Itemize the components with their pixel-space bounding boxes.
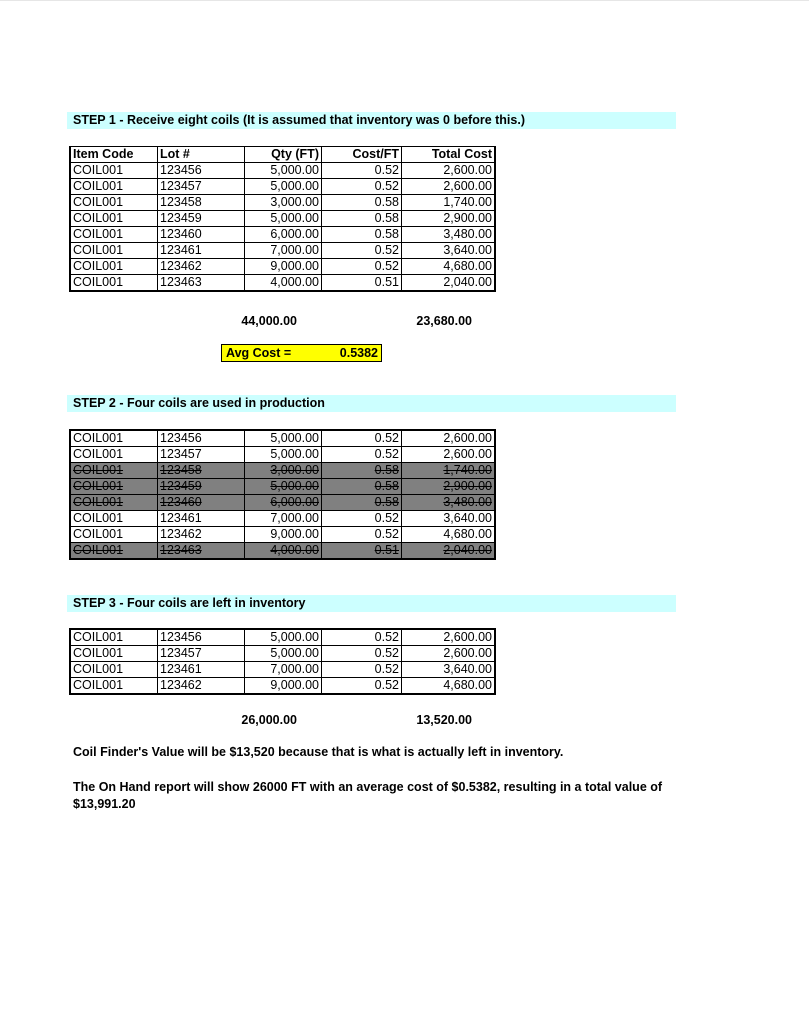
lot-cell: 123456	[158, 629, 245, 646]
total-cost-cell: 2,600.00	[402, 447, 496, 463]
total-cost-cell: 2,600.00	[402, 163, 496, 179]
total-cost-cell: 3,480.00	[402, 227, 496, 243]
qty-cell: 9,000.00	[245, 678, 322, 695]
header-lot: Lot #	[158, 147, 245, 163]
table-row	[70, 511, 495, 527]
table-row	[70, 495, 495, 511]
lot-cell: 123459	[158, 479, 245, 495]
item-code-cell: COIL001	[70, 211, 158, 227]
qty-cell: 4,000.00	[245, 275, 322, 292]
lot-cell: 123456	[158, 163, 245, 179]
total-cost-cell: 1,740.00	[402, 195, 496, 211]
cost-ft-cell: 0.52	[322, 163, 402, 179]
total-cost-cell: 4,680.00	[402, 527, 496, 543]
step1-total-qty: 44,000.00	[241, 314, 297, 328]
qty-cell: 5,000.00	[245, 646, 322, 662]
on-hand-note: The On Hand report will show 26000 FT with an average cost of $0.5382, resulting in a total value of $13,991.20	[73, 780, 663, 811]
item-code-cell: COIL001	[70, 195, 158, 211]
item-code-cell: COIL001	[70, 163, 158, 179]
total-cost-cell: 2,900.00	[402, 211, 496, 227]
table-header-row	[70, 147, 495, 163]
item-code-cell: COIL001	[70, 179, 158, 195]
table-row	[70, 646, 495, 662]
avg-cost-label: Avg Cost =	[226, 346, 292, 360]
total-cost-cell: 2,600.00	[402, 629, 496, 646]
step3-total-cost: 13,520.00	[416, 713, 472, 727]
total-cost-cell: 3,480.00	[402, 495, 496, 511]
item-code-cell: COIL001	[70, 227, 158, 243]
qty-cell: 5,000.00	[245, 179, 322, 195]
item-code-cell: COIL001	[70, 678, 158, 695]
step3-header	[67, 595, 676, 612]
lot-cell: 123461	[158, 662, 245, 678]
header-item-code: Item Code	[70, 147, 158, 163]
step2-table	[69, 429, 496, 560]
table-row	[70, 447, 495, 463]
qty-cell: 9,000.00	[245, 527, 322, 543]
header-total-cost: Total Cost	[402, 147, 496, 163]
table-row	[70, 527, 495, 543]
qty-cell: 5,000.00	[245, 479, 322, 495]
cost-ft-cell: 0.52	[322, 259, 402, 275]
qty-cell: 6,000.00	[245, 227, 322, 243]
qty-cell: 9,000.00	[245, 259, 322, 275]
total-cost-cell: 4,680.00	[402, 259, 496, 275]
cost-ft-cell: 0.52	[322, 662, 402, 678]
qty-cell: 7,000.00	[245, 662, 322, 678]
total-cost-cell: 3,640.00	[402, 243, 496, 259]
table-row	[70, 163, 495, 179]
total-cost-cell: 3,640.00	[402, 662, 496, 678]
coil-finder-note: Coil Finder's Value will be $13,520 because that is what is actually left in inventory.	[73, 745, 564, 759]
cost-ft-cell: 0.52	[322, 527, 402, 543]
qty-cell: 5,000.00	[245, 163, 322, 179]
table-row	[70, 179, 495, 195]
table-row	[70, 479, 495, 495]
lot-cell: 123459	[158, 211, 245, 227]
qty-cell: 7,000.00	[245, 243, 322, 259]
qty-cell: 7,000.00	[245, 511, 322, 527]
item-code-cell: COIL001	[70, 430, 158, 447]
lot-cell: 123463	[158, 275, 245, 292]
lot-cell: 123463	[158, 543, 245, 560]
cost-ft-cell: 0.51	[322, 543, 402, 560]
total-cost-cell: 2,600.00	[402, 430, 496, 447]
cost-ft-cell: 0.58	[322, 227, 402, 243]
item-code-cell: COIL001	[70, 463, 158, 479]
cost-ft-cell: 0.58	[322, 195, 402, 211]
step3-total-qty: 26,000.00	[241, 713, 297, 727]
total-cost-cell: 2,040.00	[402, 275, 496, 292]
table-row	[70, 195, 495, 211]
avg-cost-value: 0.5382	[339, 346, 378, 360]
lot-cell: 123457	[158, 179, 245, 195]
qty-cell: 5,000.00	[245, 430, 322, 447]
cost-ft-cell: 0.52	[322, 430, 402, 447]
item-code-cell: COIL001	[70, 447, 158, 463]
cost-ft-cell: 0.52	[322, 678, 402, 695]
step1-title: STEP 1 - Receive eight coils (It is assumed that inventory was 0 before this.)	[73, 113, 525, 127]
lot-cell: 123457	[158, 447, 245, 463]
lot-cell: 123458	[158, 463, 245, 479]
total-cost-cell: 4,680.00	[402, 678, 496, 695]
table-row	[70, 463, 495, 479]
item-code-cell: COIL001	[70, 646, 158, 662]
item-code-cell: COIL001	[70, 511, 158, 527]
header-cost-ft: Cost/FT	[322, 147, 402, 163]
qty-cell: 3,000.00	[245, 195, 322, 211]
table-row	[70, 259, 495, 275]
lot-cell: 123458	[158, 195, 245, 211]
item-code-cell: COIL001	[70, 259, 158, 275]
lot-cell: 123461	[158, 243, 245, 259]
item-code-cell: COIL001	[70, 275, 158, 292]
lot-cell: 123457	[158, 646, 245, 662]
step3-table	[69, 628, 496, 695]
table-row	[70, 243, 495, 259]
item-code-cell: COIL001	[70, 543, 158, 560]
cost-ft-cell: 0.52	[322, 646, 402, 662]
total-cost-cell: 2,040.00	[402, 543, 496, 560]
step3-title: STEP 3 - Four coils are left in inventory	[73, 596, 306, 610]
table-row	[70, 543, 495, 560]
item-code-cell: COIL001	[70, 479, 158, 495]
qty-cell: 5,000.00	[245, 629, 322, 646]
step1-header	[67, 112, 676, 129]
step2-title: STEP 2 - Four coils are used in production	[73, 396, 325, 410]
cost-ft-cell: 0.58	[322, 463, 402, 479]
item-code-cell: COIL001	[70, 243, 158, 259]
lot-cell: 123456	[158, 430, 245, 447]
item-code-cell: COIL001	[70, 662, 158, 678]
qty-cell: 3,000.00	[245, 463, 322, 479]
table-row	[70, 227, 495, 243]
table-row	[70, 662, 495, 678]
item-code-cell: COIL001	[70, 527, 158, 543]
lot-cell: 123460	[158, 495, 245, 511]
item-code-cell: COIL001	[70, 629, 158, 646]
page-top-border	[0, 0, 809, 1]
cost-ft-cell: 0.52	[322, 243, 402, 259]
total-cost-cell: 2,600.00	[402, 179, 496, 195]
total-cost-cell: 3,640.00	[402, 511, 496, 527]
table-row	[70, 629, 495, 646]
avg-cost-box	[221, 344, 382, 362]
step2-header	[67, 395, 676, 412]
header-qty: Qty (FT)	[245, 147, 322, 163]
cost-ft-cell: 0.52	[322, 629, 402, 646]
step1-total-cost: 23,680.00	[416, 314, 472, 328]
total-cost-cell: 2,900.00	[402, 479, 496, 495]
table-row	[70, 430, 495, 447]
qty-cell: 4,000.00	[245, 543, 322, 560]
total-cost-cell: 1,740.00	[402, 463, 496, 479]
table-row	[70, 211, 495, 227]
cost-ft-cell: 0.52	[322, 447, 402, 463]
qty-cell: 5,000.00	[245, 447, 322, 463]
cost-ft-cell: 0.58	[322, 479, 402, 495]
cost-ft-cell: 0.52	[322, 179, 402, 195]
total-cost-cell: 2,600.00	[402, 646, 496, 662]
cost-ft-cell: 0.58	[322, 211, 402, 227]
qty-cell: 6,000.00	[245, 495, 322, 511]
item-code-cell: COIL001	[70, 495, 158, 511]
cost-ft-cell: 0.58	[322, 495, 402, 511]
table-row	[70, 275, 495, 292]
cost-ft-cell: 0.51	[322, 275, 402, 292]
qty-cell: 5,000.00	[245, 211, 322, 227]
table-row	[70, 678, 495, 695]
lot-cell: 123462	[158, 527, 245, 543]
lot-cell: 123462	[158, 259, 245, 275]
lot-cell: 123460	[158, 227, 245, 243]
lot-cell: 123461	[158, 511, 245, 527]
cost-ft-cell: 0.52	[322, 511, 402, 527]
lot-cell: 123462	[158, 678, 245, 695]
step1-table	[69, 146, 496, 292]
